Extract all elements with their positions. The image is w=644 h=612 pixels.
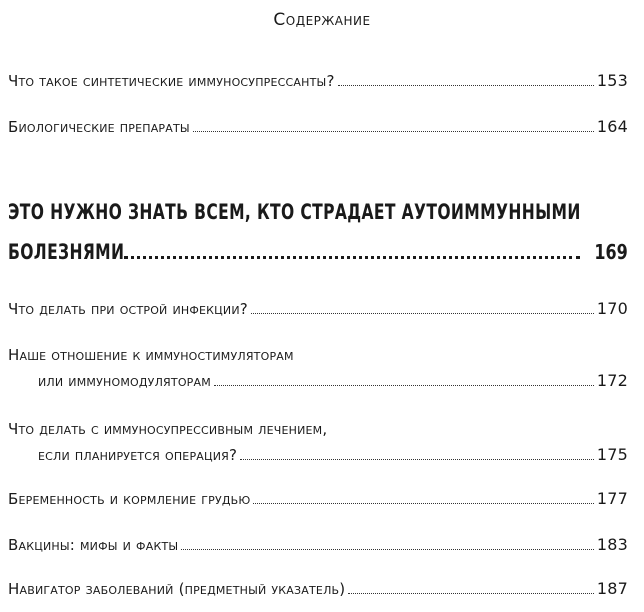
toc-entry[interactable]: [8, 300, 628, 318]
dot-leader: [338, 85, 594, 86]
section-heading-entry[interactable]: [8, 240, 628, 264]
toc-entry-title: Что такое синтетические иммуносупрессанты?: [8, 72, 335, 90]
toc-entry[interactable]: [38, 372, 628, 390]
dot-leader: [240, 459, 594, 460]
toc-entry-title: Биологические препараты: [8, 118, 190, 136]
toc-entry-title: Навигатор заболеваний (предметный указатель): [8, 580, 346, 598]
toc-entry-title-line1: Что делать с иммуносупрессивным лечением,: [8, 420, 328, 438]
dot-leader: [193, 131, 594, 132]
dot-leader: [348, 593, 594, 594]
toc-entry-title: Вакцины: мифы и факты: [8, 536, 179, 554]
toc-entry-page: 164: [596, 117, 628, 136]
dot-leader: [124, 256, 580, 259]
toc-entry-page: 170: [596, 299, 628, 318]
toc-entry[interactable]: [8, 580, 628, 598]
dot-leader: [251, 313, 594, 314]
toc-entry-title: если планируется операция?: [38, 446, 238, 464]
page-title: Содержание: [273, 10, 371, 30]
toc-entry-title: Что делать при острой инфекции?: [8, 300, 248, 318]
toc-entry-page: 175: [596, 445, 628, 464]
toc-entry-title: Беременность и кормление грудью: [8, 490, 251, 508]
toc-entry[interactable]: [8, 72, 628, 90]
toc-entry-title: или иммуномодуляторам: [38, 372, 211, 390]
toc-entry-page: 177: [596, 489, 628, 508]
toc-entry-page: 153: [596, 71, 628, 90]
toc-entry[interactable]: [8, 490, 628, 508]
dot-leader: [181, 549, 594, 550]
toc-entry[interactable]: [38, 446, 628, 464]
toc-entry-page: 172: [596, 371, 628, 390]
toc-entry-page: 183: [596, 535, 628, 554]
toc-entry-page: 187: [596, 579, 628, 598]
dot-leader: [214, 385, 594, 386]
section-heading-title: БОЛЕЗНЯМИ: [8, 240, 125, 264]
section-heading-line: ЭТО НУЖНО ЗНАТЬ ВСЕМ, КТО СТРАДАЕТ АУТОИММУННЫМИ: [8, 200, 581, 224]
section-heading-page: 169: [594, 240, 628, 264]
toc-entry[interactable]: [8, 536, 628, 554]
dot-leader: [253, 503, 593, 504]
toc-entry[interactable]: [8, 118, 628, 136]
toc-entry-title-line1: Наше отношение к иммуностимуляторам: [8, 346, 294, 364]
